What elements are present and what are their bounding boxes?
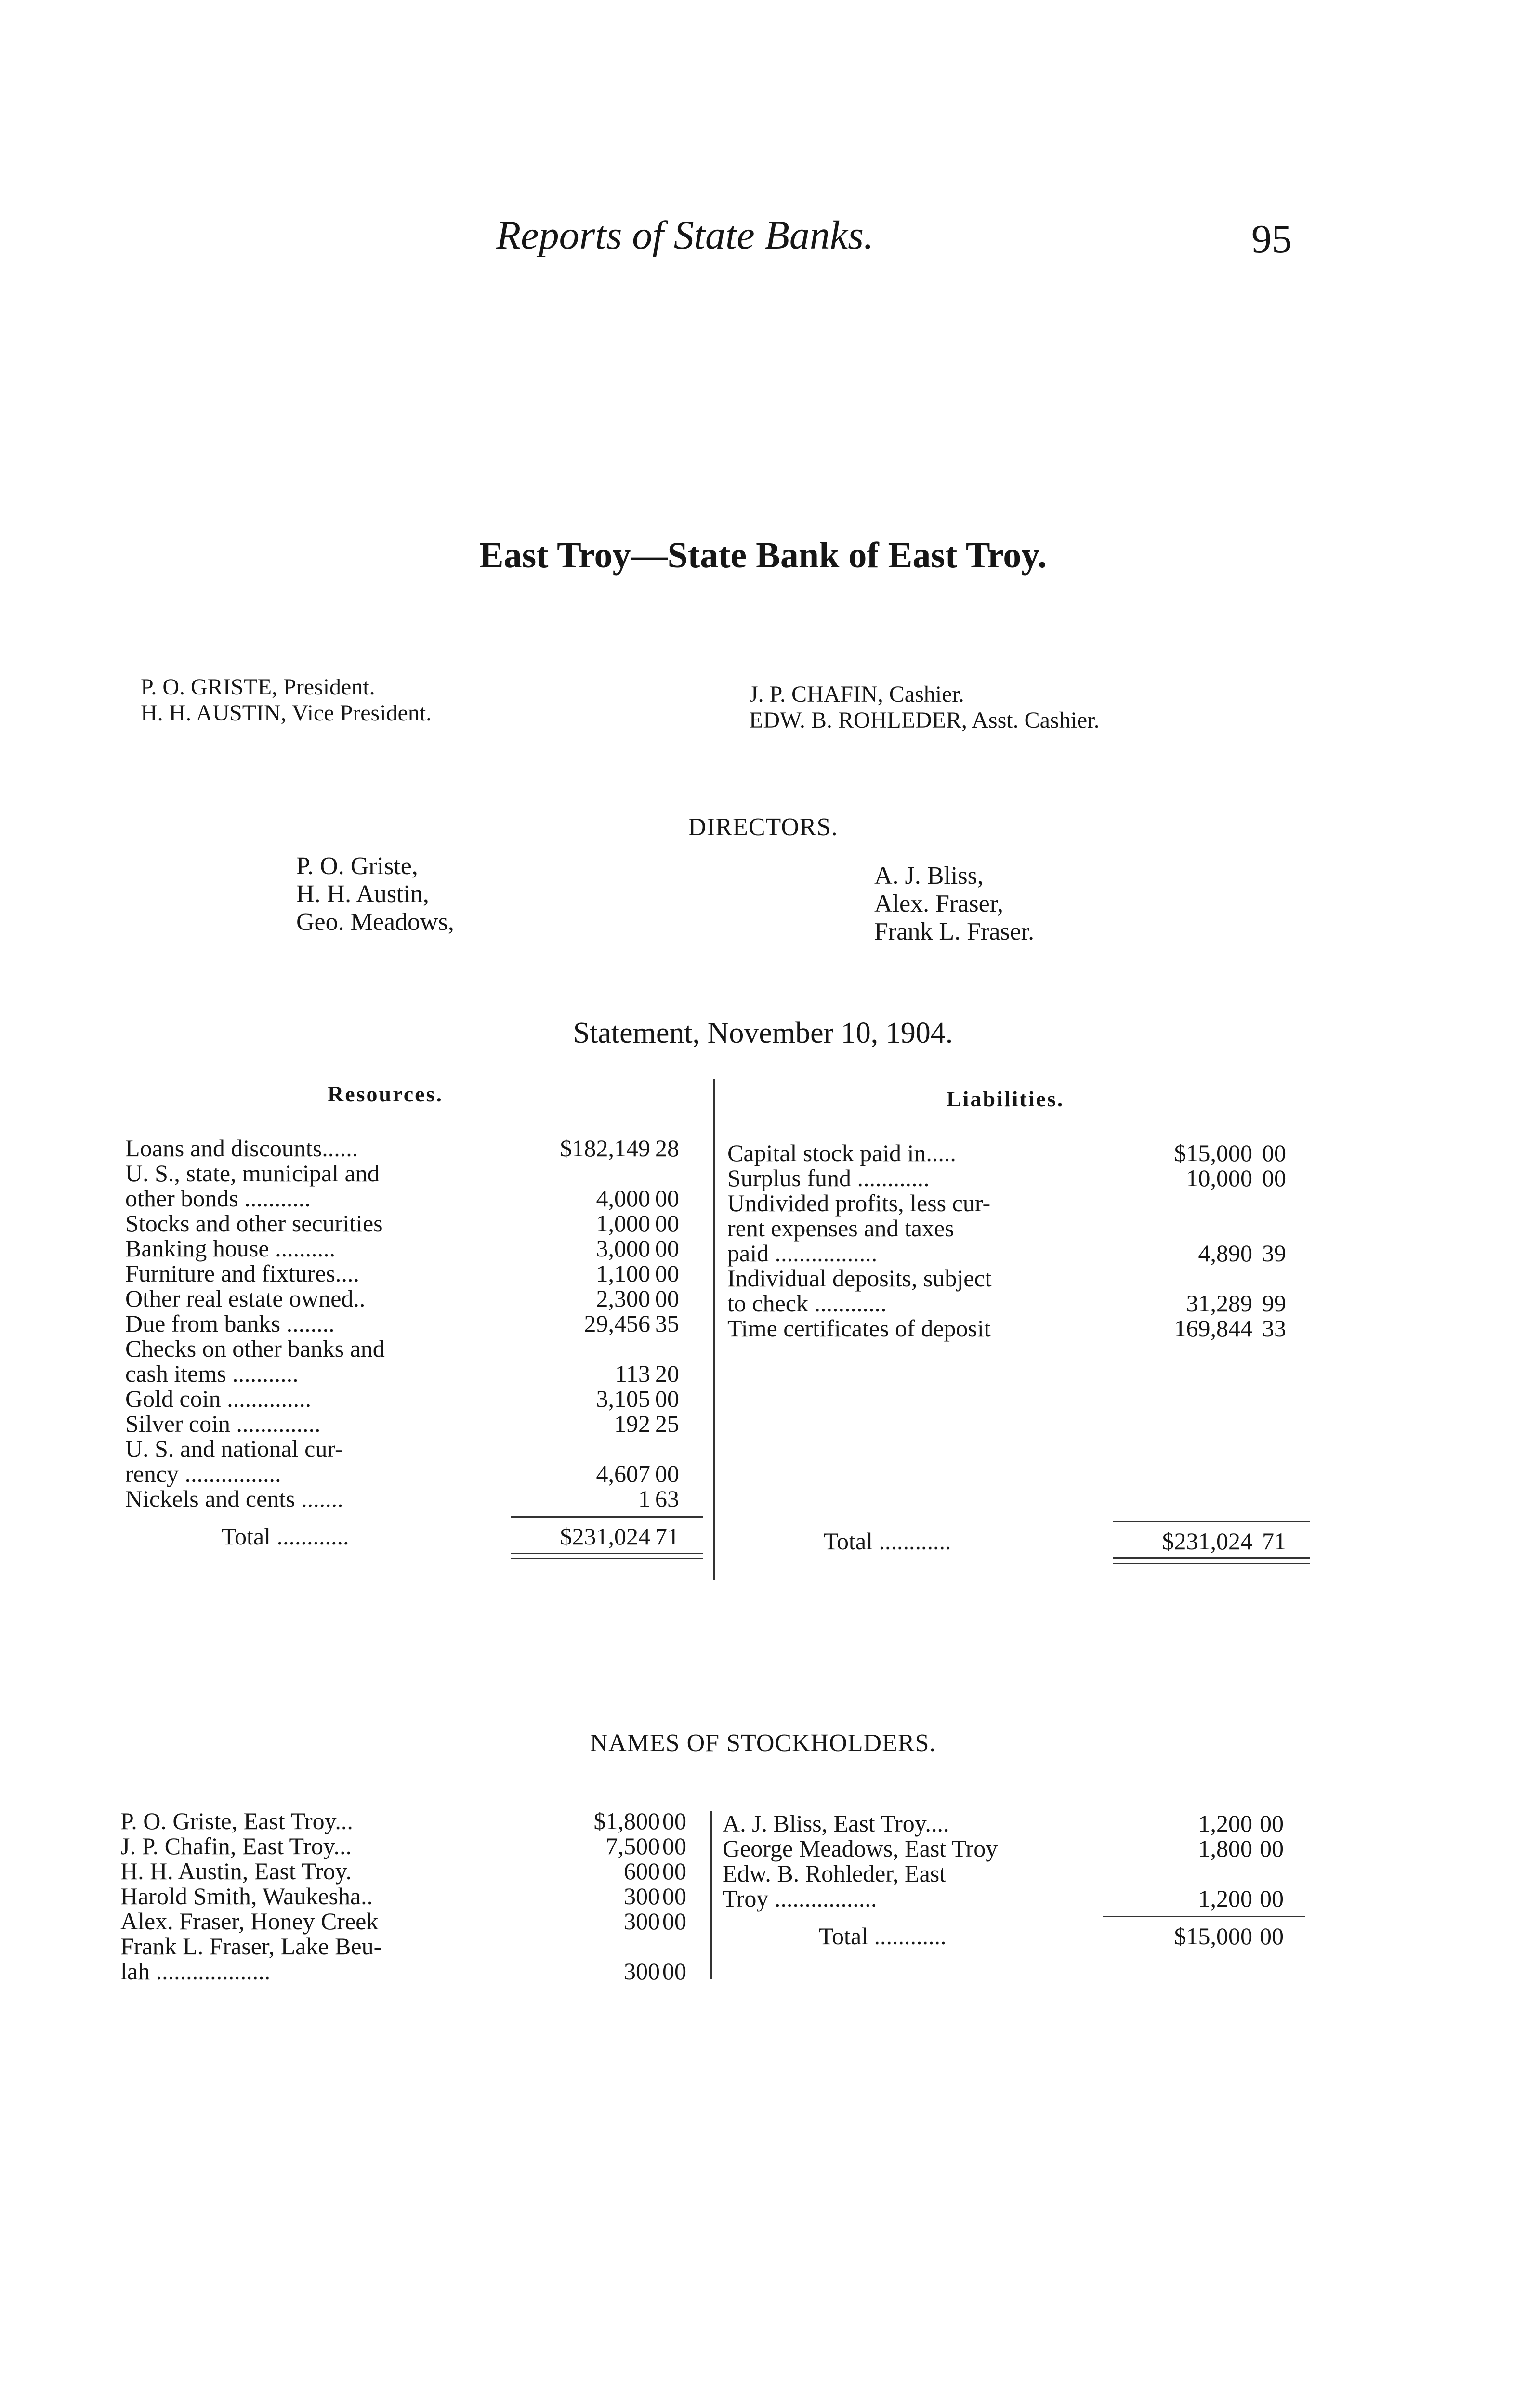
row-cents: 00	[655, 1385, 679, 1412]
row-dollars: 7,500	[605, 1832, 660, 1859]
ledger-row	[727, 1216, 1310, 1241]
row-cents: 00	[662, 1858, 686, 1885]
officers-right	[749, 681, 1100, 733]
row-label: Troy .................	[723, 1885, 877, 1912]
ledger-row	[727, 1316, 1310, 1341]
officer-asst-cashier: EDW. B. ROHLEDER, Asst. Cashier.	[749, 707, 1100, 733]
stockholders-right-table	[723, 1811, 1310, 1949]
row-label: cash items ...........	[125, 1360, 299, 1387]
ledger-row	[125, 1211, 708, 1236]
ledger-row	[125, 1486, 708, 1511]
row-dollars: 1	[638, 1485, 650, 1512]
row-dollars: 300	[624, 1908, 660, 1935]
ledger-row	[723, 1811, 1310, 1836]
officer-president: P. O. GRISTE, President.	[141, 674, 375, 700]
row-cents: 00	[662, 1807, 686, 1834]
officer-vice-president: H. H. AUSTIN, Vice President.	[141, 700, 432, 726]
row-cents: 00	[662, 1908, 686, 1935]
row-dollars: 1,100	[596, 1260, 650, 1287]
row-label: Alex. Fraser, Honey Creek	[120, 1908, 379, 1935]
row-label: Gold coin ..............	[125, 1385, 312, 1412]
total-label: Total ............	[222, 1523, 349, 1550]
row-label: lah ...................	[120, 1958, 271, 1985]
liabilities-total-row	[727, 1529, 1310, 1554]
ledger-row	[125, 1436, 708, 1461]
row-label: rency ................	[125, 1460, 281, 1487]
row-label: Individual deposits, subject	[727, 1265, 992, 1292]
row-label: J. P. Chafin, East Troy...	[120, 1832, 352, 1859]
row-cents: 00	[655, 1285, 679, 1312]
row-label: U. S., state, municipal and	[125, 1160, 380, 1187]
row-dollars: 1,800	[1198, 1835, 1252, 1862]
ledger-row	[125, 1386, 708, 1411]
row-cents: 25	[655, 1410, 679, 1437]
ledger-row	[727, 1291, 1310, 1316]
row-cents: 00	[662, 1883, 686, 1910]
stockholders-heading: NAMES OF STOCKHOLDERS.	[590, 1729, 936, 1757]
row-cents: 00	[1260, 1835, 1284, 1862]
row-dollars: 3,000	[596, 1235, 650, 1262]
row-cents: 33	[1262, 1315, 1286, 1342]
row-label: P. O. Griste, East Troy...	[120, 1807, 353, 1834]
total-double-rule	[511, 1553, 703, 1559]
director-name: Frank L. Fraser.	[874, 918, 1035, 945]
ledger-row	[125, 1411, 708, 1436]
row-cents: 00	[1260, 1885, 1284, 1912]
row-dollars: 1,200	[1198, 1885, 1252, 1912]
row-cents: 00	[655, 1260, 679, 1287]
sum-rule	[511, 1516, 703, 1518]
row-label: other bonds ...........	[125, 1185, 311, 1212]
row-cents: 00	[655, 1235, 679, 1262]
row-cents: 39	[1262, 1240, 1286, 1267]
row-cents: 00	[655, 1460, 679, 1487]
ledger-row	[120, 1934, 713, 1959]
row-dollars: 169,844	[1174, 1315, 1252, 1342]
officers-left	[141, 674, 432, 726]
row-cents: 35	[655, 1310, 679, 1337]
director-name: P. O. Griste,	[296, 852, 418, 880]
row-label: Harold Smith, Waukesha..	[120, 1883, 373, 1910]
row-label: Furniture and fixtures....	[125, 1260, 360, 1287]
row-dollars: 10,000	[1186, 1165, 1252, 1191]
director-name: Alex. Fraser,	[874, 890, 1003, 917]
sum-rule	[1103, 1916, 1305, 1917]
row-cents: 28	[655, 1135, 679, 1162]
row-label: Frank L. Fraser, Lake Beu-	[120, 1933, 382, 1960]
ledger-row	[120, 1884, 713, 1909]
ledger-row	[120, 1858, 713, 1884]
ledger-row	[723, 1886, 1310, 1911]
sum-rule	[1113, 1521, 1310, 1522]
row-label: Undivided profits, less cur-	[727, 1190, 991, 1217]
row-label: Edw. B. Rohleder, East	[723, 1860, 947, 1887]
directors-right	[874, 862, 1034, 946]
ledger-row	[125, 1461, 708, 1486]
resources-total-row	[125, 1524, 708, 1549]
ledger-row	[125, 1161, 708, 1186]
ledger-row	[125, 1286, 708, 1311]
row-cents: 20	[655, 1360, 679, 1387]
row-dollars: 1,000	[596, 1210, 650, 1237]
row-cents: 63	[655, 1485, 679, 1512]
ledger-row	[120, 1833, 713, 1858]
row-dollars: 600	[624, 1858, 660, 1885]
row-label: Surplus fund ............	[727, 1165, 930, 1191]
row-dollars: $15,000	[1174, 1139, 1252, 1166]
row-dollars: 31,289	[1186, 1290, 1252, 1317]
row-cents: 00	[655, 1185, 679, 1212]
row-label: Stocks and other securities	[125, 1210, 383, 1237]
row-label: Banking house ..........	[125, 1235, 336, 1262]
row-dollars: 3,105	[596, 1385, 650, 1412]
ledger-row	[125, 1361, 708, 1386]
total-dollars: $231,024	[560, 1523, 650, 1550]
ledger-row	[727, 1140, 1310, 1165]
row-label: paid .................	[727, 1240, 878, 1267]
row-cents: 00	[662, 1832, 686, 1859]
total-cents: 71	[1262, 1528, 1286, 1555]
resources-table	[125, 1136, 708, 1563]
row-label: Silver coin ..............	[125, 1410, 321, 1437]
ledger-row	[727, 1241, 1310, 1266]
running-title: Reports of State Banks.	[496, 213, 874, 258]
row-label: George Meadows, East Troy	[723, 1835, 998, 1862]
directors-left	[296, 852, 454, 936]
row-dollars: 113	[615, 1360, 650, 1387]
ledger-row	[120, 1909, 713, 1934]
row-dollars: 300	[624, 1883, 660, 1910]
row-label: rent expenses and taxes	[727, 1215, 954, 1242]
row-label: Nickels and cents .......	[125, 1485, 343, 1512]
ledger-row	[727, 1191, 1310, 1216]
row-cents: 00	[1260, 1810, 1284, 1837]
ledger-row	[727, 1165, 1310, 1191]
row-label: H. H. Austin, East Troy.	[120, 1858, 352, 1885]
row-label: A. J. Bliss, East Troy....	[723, 1810, 949, 1837]
total-label: Total ............	[819, 1923, 947, 1950]
statement-heading: Statement, November 10, 1904.	[573, 1017, 953, 1049]
row-cents: 00	[655, 1210, 679, 1237]
row-cents: 99	[1262, 1290, 1286, 1317]
total-double-rule	[1113, 1557, 1310, 1564]
row-label: Time certificates of deposit	[727, 1315, 991, 1342]
director-name: A. J. Bliss,	[874, 862, 984, 890]
page-number: 95	[1251, 217, 1292, 262]
row-label: Capital stock paid in.....	[727, 1139, 956, 1166]
row-label: U. S. and national cur-	[125, 1435, 343, 1462]
ledger-row	[125, 1136, 708, 1161]
total-cents: 71	[655, 1523, 679, 1550]
row-cents: 00	[1262, 1165, 1286, 1191]
liabilities-heading: Liabilities.	[947, 1086, 1065, 1111]
bank-title: East Troy—State Bank of East Troy.	[479, 535, 1047, 576]
directors-heading: DIRECTORS.	[688, 813, 838, 841]
row-label: Due from banks ........	[125, 1310, 335, 1337]
row-label: Checks on other banks and	[125, 1335, 385, 1362]
row-dollars: $1,800	[593, 1807, 660, 1834]
row-dollars: 4,607	[596, 1460, 650, 1487]
row-cents: 00	[1262, 1139, 1286, 1166]
ledger-row	[125, 1311, 708, 1336]
ledger-row	[120, 1959, 713, 1984]
column-divider	[713, 1079, 715, 1580]
director-name: H. H. Austin,	[296, 880, 429, 908]
ledger-row	[727, 1266, 1310, 1291]
row-label: Loans and discounts......	[125, 1135, 358, 1162]
row-dollars: 4,000	[596, 1185, 650, 1212]
liabilities-table	[727, 1140, 1310, 1568]
ledger-row	[125, 1261, 708, 1286]
row-dollars: 1,200	[1198, 1810, 1252, 1837]
officer-cashier: J. P. CHAFIN, Cashier.	[749, 681, 964, 707]
stockholders-total-row	[723, 1924, 1310, 1949]
total-cents: 00	[1260, 1923, 1284, 1950]
row-label: Other real estate owned..	[125, 1285, 366, 1312]
total-dollars: $231,024	[1162, 1528, 1252, 1555]
row-dollars: 192	[614, 1410, 650, 1437]
row-dollars: 4,890	[1198, 1240, 1252, 1267]
row-dollars: 300	[624, 1958, 660, 1985]
ledger-row	[125, 1236, 708, 1261]
stockholders-left-table	[120, 1808, 713, 1984]
ledger-row	[125, 1186, 708, 1211]
row-dollars: $182,149	[560, 1135, 650, 1162]
resources-heading: Resources.	[328, 1082, 443, 1106]
row-cents: 00	[662, 1958, 686, 1985]
ledger-row	[120, 1808, 713, 1833]
ledger-row	[125, 1336, 708, 1361]
row-dollars: 29,456	[584, 1310, 650, 1337]
director-name: Geo. Meadows,	[296, 908, 454, 936]
ledger-row	[723, 1861, 1310, 1886]
row-label: to check ............	[727, 1290, 887, 1317]
total-dollars: $15,000	[1174, 1923, 1252, 1950]
ledger-row	[723, 1836, 1310, 1861]
total-label: Total ............	[824, 1528, 951, 1555]
row-dollars: 2,300	[596, 1285, 650, 1312]
